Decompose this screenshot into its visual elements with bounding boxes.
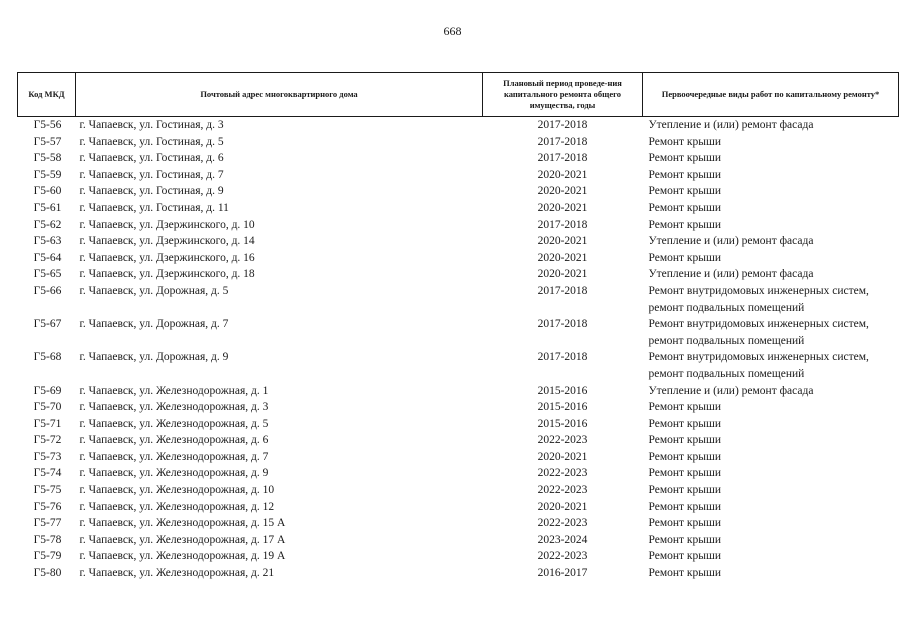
cell-address: г. Чапаевск, ул. Железнодорожная, д. 6 [79,434,269,447]
cell-address: г. Чапаевск, ул. Гостиная, д. 5 [79,135,224,148]
cell-address: г. Чапаевск, ул. Железнодорожная, д. 9 [79,467,269,480]
cell-work: Ремонт внутридомовых инженерных систем, ремонт подвальных помещений [648,318,869,347]
cell-address: г. Чапаевск, ул. Гостиная, д. 9 [79,185,224,198]
table-row [18,250,899,267]
cell-code: Г5-62 [33,218,62,231]
cell-work: Утепление и (или) ремонт фасада [648,235,814,248]
cell-period: 2020-2021 [537,235,588,248]
cell-period: 2020-2021 [537,450,588,463]
table-row [18,200,899,217]
table-row [18,167,899,184]
table-row [18,183,899,200]
cell-work: Ремонт крыши [648,401,722,414]
cell-work: Ремонт крыши [648,533,722,546]
cell-address: г. Чапаевск, ул. Железнодорожная, д. 17 А [79,533,286,546]
cell-code: Г5-77 [33,517,62,530]
cell-work: Ремонт крыши [648,450,722,463]
table-row [18,283,899,316]
cell-work: Ремонт внутридомовых инженерных систем, ремонт подвальных помещений [648,284,869,314]
cell-period: 2017-2018 [537,152,588,165]
table-row [18,233,899,250]
table-header [18,73,899,117]
cell-code: Г5-76 [33,500,62,513]
table-row [18,383,899,400]
table-row [18,499,899,516]
cell-period: 2017-2018 [537,135,588,148]
cell-period: 2017-2018 [537,119,588,131]
cell-work: Утепление и (или) ремонт фасада [648,119,814,131]
table-row [18,316,899,349]
cell-address: г. Чапаевск, ул. Железнодорожная, д. 1 [79,384,269,397]
cell-address: г. Чапаевск, ул. Дорожная, д. 5 [79,284,229,297]
cell-period: 2017-2018 [537,284,588,297]
cell-work: Ремонт внутридомовых инженерных систем, ремонт подвальных помещений [648,351,869,380]
cell-address: г. Чапаевск, ул. Дорожная, д. 9 [79,351,229,364]
table-row [18,117,899,134]
cell-work: Ремонт крыши [648,152,722,165]
cell-address: г. Чапаевск, ул. Дорожная, д. 7 [79,318,229,331]
table-body [18,117,899,582]
cell-address: г. Чапаевск, ул. Железнодорожная, д. 7 [79,450,269,463]
table-row [18,548,899,565]
cell-address: г. Чапаевск, ул. Железнодорожная, д. 19 А [79,550,286,563]
cell-period: 2022-2023 [537,550,588,563]
cell-period: 2016-2017 [537,567,588,580]
cell-code: Г5-73 [33,450,62,463]
table-row [18,465,899,482]
cell-work: Ремонт крыши [648,517,722,530]
cell-period: 2020-2021 [537,251,588,264]
cell-period: 2020-2021 [537,201,588,214]
cell-period: 2022-2023 [537,484,588,497]
cell-work: Ремонт крыши [648,467,722,480]
cell-work: Ремонт крыши [648,135,722,148]
cell-address: г. Чапаевск, ул. Железнодорожная, д. 3 [79,401,269,414]
table-row [18,349,899,382]
cell-code: Г5-63 [33,235,62,248]
table-row [18,217,899,234]
cell-code: Г5-74 [33,467,62,480]
cell-period: 2020-2021 [537,268,588,281]
cell-period: 2015-2016 [537,417,588,430]
table-row [18,432,899,449]
table-row [18,416,899,433]
cell-code: Г5-59 [33,168,62,181]
header-code: Код МКД [18,73,76,117]
cell-work: Ремонт крыши [648,218,722,231]
cell-work: Утепление и (или) ремонт фасада [648,268,814,281]
cell-address: г. Чапаевск, ул. Дзержинского, д. 16 [79,251,255,264]
cell-code: Г5-72 [33,434,62,447]
table-row [18,150,899,167]
cell-period: 2017-2018 [537,318,588,331]
header-period: Плановый период проведе-ния капитального ремонта общего имущества, годы [483,73,643,117]
table-row [18,482,899,499]
cell-code: Г5-68 [33,351,62,364]
cell-work: Ремонт крыши [648,185,722,198]
cell-code: Г5-57 [33,135,62,148]
header-work: Первоочередные виды работ по капитальному ремонту* [643,73,899,117]
cell-period: 2017-2018 [537,218,588,231]
header-row [18,73,899,117]
cell-address: г. Чапаевск, ул. Гостиная, д. 7 [79,168,224,181]
cell-code: Г5-58 [33,152,62,165]
cell-period: 2023-2024 [537,533,588,546]
cell-work: Ремонт крыши [648,550,722,563]
page-number: 668 [443,24,462,38]
cell-period: 2015-2016 [537,401,588,414]
table-row [18,134,899,151]
cell-address: г. Чапаевск, ул. Гостиная, д. 6 [79,152,224,165]
cell-address: г. Чапаевск, ул. Дзержинского, д. 18 [79,268,255,281]
cell-work: Ремонт крыши [648,500,722,513]
cell-address: г. Чапаевск, ул. Железнодорожная, д. 10 [79,484,275,497]
cell-work: Ремонт крыши [648,567,722,580]
repair-schedule-table [17,72,899,582]
cell-code: Г5-70 [33,401,62,414]
cell-work: Ремонт крыши [648,484,722,497]
cell-code: Г5-75 [33,484,62,497]
cell-address: г. Чапаевск, ул. Железнодорожная, д. 5 [79,417,269,430]
cell-work: Ремонт крыши [648,201,722,214]
cell-period: 2017-2018 [537,351,588,364]
cell-address: г. Чапаевск, ул. Железнодорожная, д. 21 [79,567,275,580]
cell-work: Ремонт крыши [648,417,722,430]
cell-code: Г5-71 [33,417,62,430]
cell-code: Г5-60 [33,185,62,198]
table-row [18,515,899,532]
cell-work: Ремонт крыши [648,434,722,447]
cell-code: Г5-78 [33,533,62,546]
cell-address: г. Чапаевск, ул. Железнодорожная, д. 12 [79,500,275,513]
table-row [18,266,899,283]
cell-code: Г5-65 [33,268,62,281]
cell-work: Утепление и (или) ремонт фасада [648,384,814,397]
cell-period: 2022-2023 [537,467,588,480]
table-row [18,532,899,549]
table-row [18,565,899,582]
cell-code: Г5-64 [33,251,62,264]
cell-code: Г5-80 [33,567,62,580]
cell-address: г. Чапаевск, ул. Дзержинского, д. 10 [79,218,255,231]
cell-period: 2022-2023 [537,434,588,447]
cell-period: 2020-2021 [537,500,588,513]
table-row [18,449,899,466]
cell-period: 2022-2023 [537,517,588,530]
header-address: Почтовый адрес многоквартирного дома [76,73,483,117]
table-row [18,399,899,416]
cell-period: 2015-2016 [537,384,588,397]
cell-period: 2020-2021 [537,185,588,198]
cell-work: Ремонт крыши [648,168,722,181]
cell-code: Г5-56 [33,119,62,131]
cell-address: г. Чапаевск, ул. Гостиная, д. 3 [79,119,224,131]
cell-work: Ремонт крыши [648,251,722,264]
cell-period: 2020-2021 [537,168,588,181]
cell-code: Г5-69 [33,384,62,397]
cell-address: г. Чапаевск, ул. Дзержинского, д. 14 [79,235,255,248]
cell-code: Г5-67 [33,318,62,331]
cell-address: г. Чапаевск, ул. Гостиная, д. 11 [79,201,229,214]
cell-code: Г5-66 [33,284,62,297]
cell-code: Г5-61 [33,201,62,214]
cell-code: Г5-79 [33,550,62,563]
cell-address: г. Чапаевск, ул. Железнодорожная, д. 15 А [79,517,286,530]
